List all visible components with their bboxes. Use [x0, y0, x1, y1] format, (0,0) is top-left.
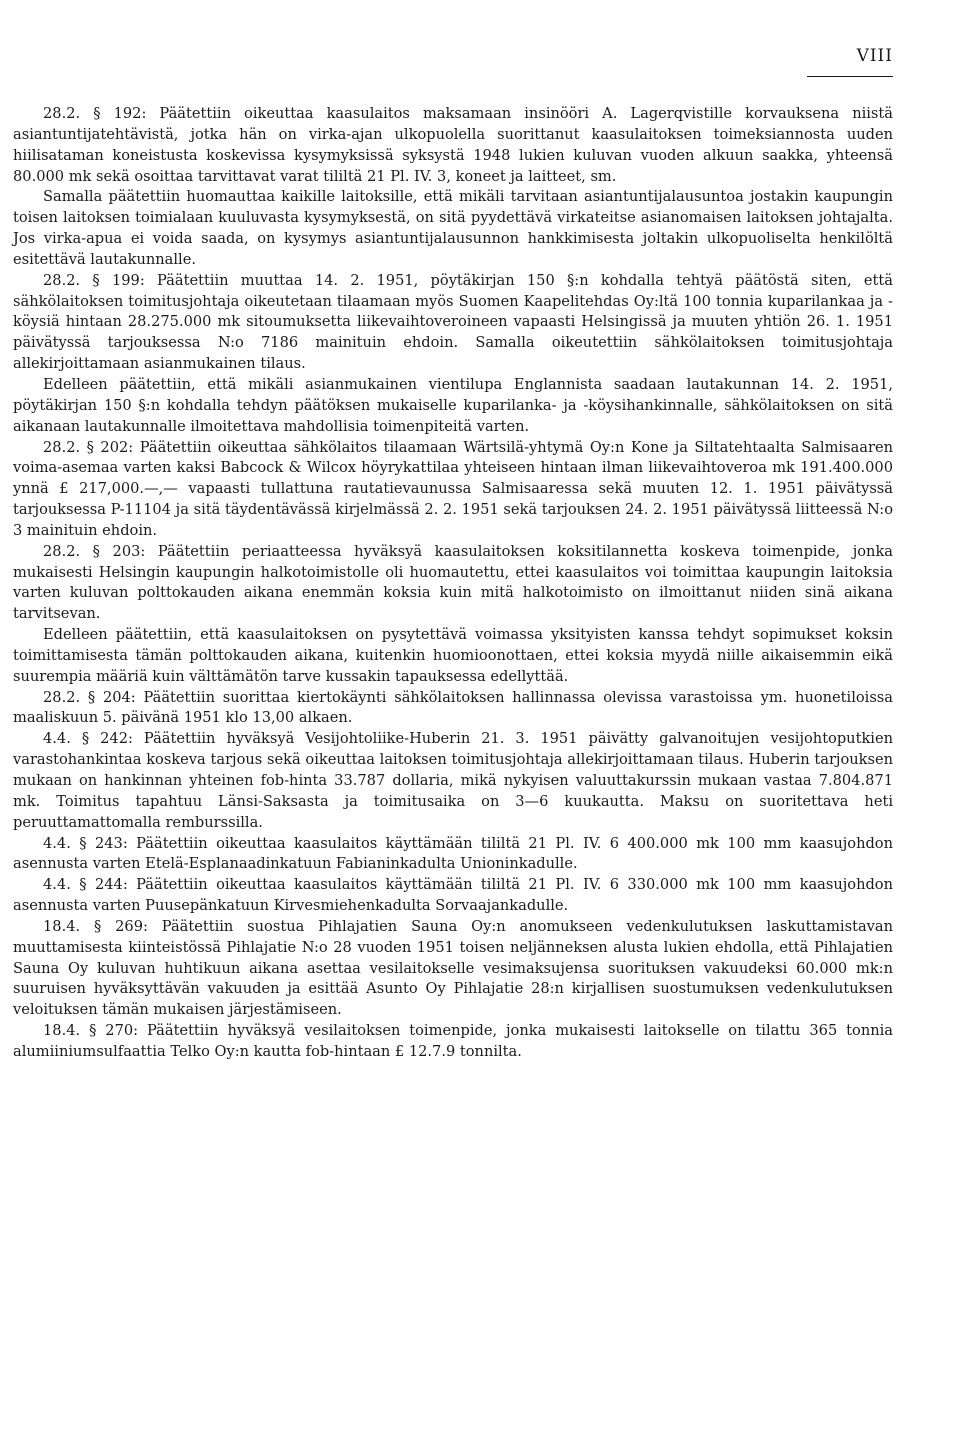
document-body — [13, 104, 893, 1063]
header-rule — [807, 76, 893, 77]
paragraph-244: 4.4. § 244: Päätettiin oikeuttaa kaasulaitos käyttämään tililtä 21 Pl. IV. 6 330.000 mk 100 mm kaasujohdon asennusta varten Puusepänkatuun Kirvesmiehenkadulta Sorvaajankadulle. — [13, 876, 893, 915]
paragraph-199-continued: Edelleen päätettiin, että mikäli asianmukainen vientilupa Englannista saadaan lautakunnan 14. 2. 1951, pöytäkirjan 150 §:n kohdalla tehdyn päätöksen mukaiselle kuparilanka- ja -köysihankinnalle, sähkölaitoksen on sitä aikanaan lautakunnalle ilmoitettava mahdollisia toimenpiteitä varten. — [13, 375, 893, 435]
paragraph-202: 28.2. § 202: Päätettiin oikeuttaa sähkölaitos tilaamaan Wärtsilä-yhtymä Oy:n Kone ja Siltatehtaalta Salmisaaren voima-asemaa varten kaksi Babcock & Wilcox höyrykattilaa yhteiseen hintaan ilman liikevaihtoveroa mk 191.400.000 ynnä £ 217,000.—,— vapaasti tullattuna rautatievaunussa Salmisaaressa sekä muuten 12. 1. 1951 päivätyssä tarjouksessa P-11104 ja sitä täydentävässä kirjelmässä 2. 2. 1951 sekä tarjouksen 24. 2. 1951 päivätyssä liitteessä N:o 3 mainituin ehdoin. — [13, 438, 893, 539]
page-header — [13, 40, 893, 76]
paragraph-192: 28.2. § 192: Päätettiin oikeuttaa kaasulaitos maksamaan insinööri A. Lagerqvistille korvauksena niistä asiantuntijatehtävistä, jotka hän on virka-ajan ulkopuolella suorittanut kaasulaitoksen toimeksiannosta uuden hiilisataman koneistusta koskevissa kysymyksissä syksystä 1948 lukien kuluvan vuoden alkuun saakka, yhteensä 80.000 mk sekä osoittaa tarvittavat varat tililtä 21 Pl. IV. 3, koneet ja laitteet, sm. — [13, 105, 893, 185]
paragraph-203: 28.2. § 203: Päätettiin periaatteessa hyväksyä kaasulaitoksen koksitilannetta koskeva toimenpide, jonka mukaisesti Helsingin kaupungin halkotoimistolle oli huomautettu, ettei kaasulaitos voi toimittaa kaupungin laitoksia varten kuluvan polttokauden aikana enemmän koksia kuin mitä halkotoimisto on ilmoittanut niiden sinä aikana tarvitsevan. — [13, 542, 893, 623]
paragraph-243: 4.4. § 243: Päätettiin oikeuttaa kaasulaitos käyttämään tililtä 21 Pl. IV. 6 400.000 mk 100 mm kaasujohdon asennusta varten Etelä-Esplanaadinkatuun Fabianinkadulta Unioninkadulle. — [13, 834, 893, 873]
document-page — [13, 40, 893, 1063]
paragraph-270: 18.4. § 270: Päätettiin hyväksyä vesilaitoksen toimenpide, jonka mukaisesti laitokselle on tilattu 365 tonnia alumiiniumsulfaattia Telko Oy:n kautta fob-hintaan £ 12.7.9 tonnilta. — [13, 1022, 893, 1060]
paragraph-269: 18.4. § 269: Päätettiin suostua Pihlajatien Sauna Oy:n anomukseen vedenkulutuksen laskuttamistavan muuttamisesta kiinteistössä Pihlajatie N:o 28 vuoden 1951 toisen neljänneksen alusta lukien ehdolla, että Pihlajatien Sauna Oy kuluvan huhtikuun aikana asettaa vesilaitokselle vesimaksujensa suorituksen vakuudeksi 60.000 mk:n suuruisen hyväksyttävän vakuuden ja esittää Asunto Oy Pihlajatie 28:n kirjallisen suostumuksen vedenkulutuksen veloituksen tämän mukaisen järjestämiseen. — [13, 917, 893, 1019]
paragraph-192-continued: Samalla päätettiin huomauttaa kaikille laitoksille, että mikäli tarvitaan asiantuntijalausuntoa jostakin kaupungin toisen laitoksen toimialaan kuuluvasta kysymyksestä, on sitä pyydettävä virkateitse asianomaisen laitoksen johtajalta. Jos virka-apua ei voida saada, on kysymys asiantuntijalausunnon hankkimisesta joltakin ulkopuoliselta henkilöltä esitettävä lautakunnalle. — [13, 188, 893, 268]
paragraph-203-continued: Edelleen päätettiin, että kaasulaitoksen on pysytettävä voimassa yksityisten kanssa tehdyt sopimukset koksin toimittamisesta tämän polttokauden aikana, kuitenkin huomioonottaen, ettei koksia myydä niille aikaisemmin eikä suurempia määriä kuin välttämätön tarve kussakin tapauksessa edellyttää. — [13, 626, 893, 685]
paragraph-199: 28.2. § 199: Päätettiin muuttaa 14. 2. 1951, pöytäkirjan 150 §:n kohdalla tehtyä päätöstä siten, että sähkölaitoksen toimitusjohtaja oikeutetaan tilaamaan myös Suomen Kaapelitehdas Oy:ltä 100 tonnia kuparilankaa ja -köysiä hintaan 28.275.000 mk sitoumuksetta liikevaihtoveroineen vapaasti Helsingissä ja muuten yhtiön 26. 1. 1951 päivätyssä tarjouksessa N:o 7186 mainituin ehdoin. Samalla oikeutettiin sähkölaitoksen toimitusjohtaja allekirjoittamaan asianmukainen tilaus. — [13, 271, 893, 373]
page-number: VIII — [856, 46, 893, 66]
paragraph-204: 28.2. § 204: Päätettiin suorittaa kiertokäynti sähkölaitoksen hallinnassa olevissa varastoissa ym. huonetiloissa maaliskuun 5. päivänä 1951 klo 13,00 alkaen. — [13, 688, 893, 727]
paragraph-242: 4.4. § 242: Päätettiin hyväksyä Vesijohtoliike-Huberin 21. 3. 1951 päivätty galvanoitujen vesijohtoputkien varastohankintaa koskeva tarjous sekä oikeuttaa laitoksen toimitusjohtaja allekirjoittamaan tilaus. Huberin tarjouksen mukaan on hankinnan yhteinen fob-hinta 33.787 dollaria, mikä nykyisen valuuttakurssin mukaan vastaa 7.804.871 mk. Toimitus tapahtuu Länsi-Saksasta ja toimitusaika on 3—6 kuukautta. Maksu on suoritettava heti peruuttamattomalla remburssilla. — [13, 730, 893, 831]
